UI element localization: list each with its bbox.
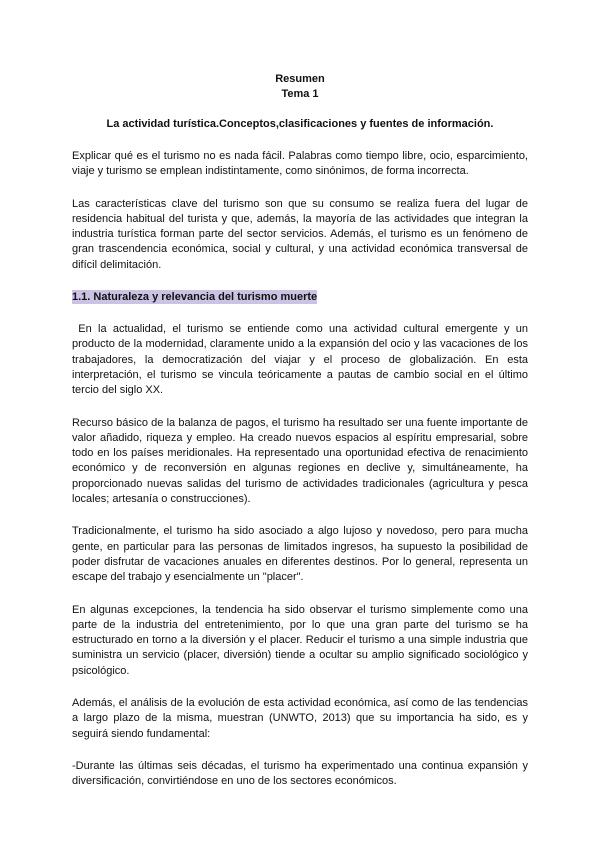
paragraph-section-5: Además, el análisis de la evolución de esta actividad económica, así como de las tendencias a largo plazo de la misma, muestran (UNWTO, 2013) que su importancia ha sido, es y seguirá siendo fundamental: (72, 697, 528, 740)
paragraph-section-1: En la actualidad, el turismo se entiende como una actividad cultural emergente y un producto de la modernidad, claramente unido a la expansión del ocio y las vacaciones de los trabajadores, la democratización del viajar y el proceso de globalización. En esta interpretación, el turismo se vincula teóricamente a pautas de cambio social en el último tercio del siglo XX. (72, 323, 532, 397)
section-heading-highlight: 1.1. Naturaleza y relevancia del turismo muerte (72, 291, 318, 304)
document-body (72, 72, 532, 807)
paragraph-intro-1: Explicar qué es el turismo no es nada fácil. Palabras como tiempo libre, ocio, esparcimiento, viaje y turismo se emplean indistintamente, como sinónimos, de forma incorrecta. (72, 150, 528, 178)
paragraph-section-3: Tradicionalmente, el turismo ha sido asociado a algo lujoso y novedoso, pero para mucha gente, en particular para las personas de limitados ingresos, ha supuesto la posibilidad de poder disfrutar de vacaciones anuales en diferentes destinos. Por lo general, representa un escape del trabajo y esencialmente un "placer". (72, 525, 528, 584)
section-heading (72, 290, 528, 305)
paragraph-intro-2: Las características clave del turismo son que su consumo se realiza fuera del lugar de residencia habitual del turista y que, además, la mayoría de las actividades que integran la industria turística forman parte del sector servicios. Además, el turismo es un fenómeno de gran trascendencia económica, social y cultural, y una actividad económica transversal de difícil delimitación. (72, 197, 528, 271)
paragraph-section-2: Recurso básico de la balanza de pagos, el turismo ha resultado ser una fuente importante de valor añadido, riqueza y empleo. Ha creado nuevos espacios al espíritu empresarial, sobre todo en los países meridionales. Ha representado una oportunidad efectiva de renacimiento económico y de reconversión en algunas regiones en declive y, simultáneamente, ha proporcionado nuevas salidas del turismo de actividades tradicionales (agricultura y pesca locales; artesanía o construcciones). (72, 416, 528, 506)
paragraph-section-6: -Durante las últimas seis décadas, el turismo ha experimentado una continua expansión y diversificación, convirtiéndose en uno de los sectores económicos. (72, 759, 528, 788)
document-topic: Tema 1 (281, 88, 319, 100)
paragraph-section-4: En algunas excepciones, la tendencia ha sido observar el turismo simplemente como una parte de la industria del entretenimiento, por lo que una gran parte del turismo se ha estructurado en torno a la diversión y el placer. Reducir el turismo a una simple industria que suministra un servicio (placer, diversión) tiende a ocultar su amplio significado sociológico y psicológico. (72, 603, 528, 677)
document-title: Resumen (275, 73, 325, 85)
document-subtitle: La actividad turística.Conceptos,clasificaciones y fuentes de información. (106, 118, 494, 130)
